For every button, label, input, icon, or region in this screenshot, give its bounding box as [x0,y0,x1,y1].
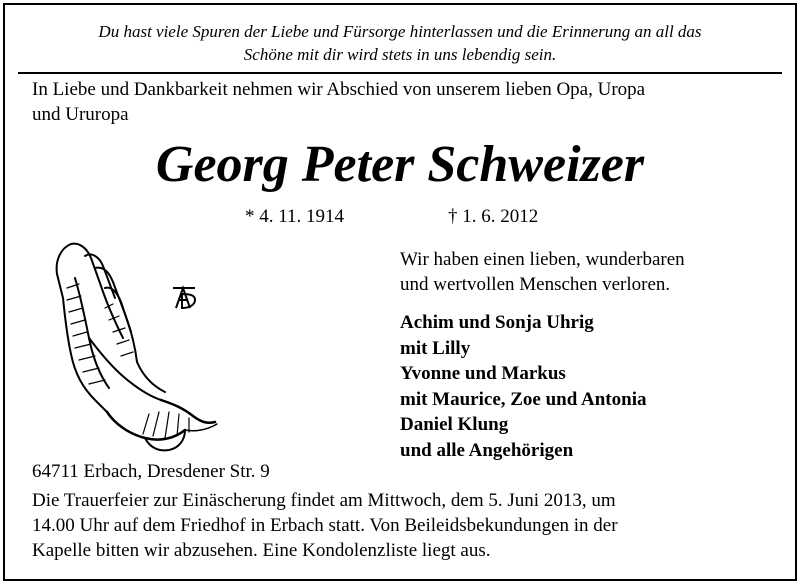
mourner-line: mit Lilly [400,337,471,359]
mourner-line: Daniel Klung [400,414,509,435]
intro-text [32,77,772,127]
mourners-list [400,310,646,463]
lost-statement [400,247,685,297]
ceremony-line-2: 14.00 Uhr auf dem Friedhof in Erbach statt. Von Beileidsbekundungen in der [32,515,618,536]
death-date: † 1. 6. 2012 [448,206,539,227]
mourner-line: und alle Angehörigen [400,439,574,461]
mourner-line: Yvonne und Markus [400,363,566,384]
memorial-quote [20,20,780,66]
intro-line-2: und Ururopa [32,104,129,125]
birth-date: * 4. 11. 1914 [245,206,345,227]
deceased-name: Georg Peter Schweizer [155,136,645,193]
lost-line-1: Wir haben einen lieben, wunderbaren [400,249,685,270]
mourner-line: Achim und Sonja Uhrig [400,312,594,333]
ceremony-notice [32,488,777,563]
lost-line-2: und wertvollen Menschen verloren. [400,274,671,295]
divider-rule [18,72,782,74]
ceremony-line-1: Die Trauerfeier zur Einäscherung findet am Mittwoch, dem 5. Juni 2013, um [32,490,616,511]
quote-line-2: Schöne mit dir wird stets in uns lebendig sein. [243,45,557,64]
quote-line-1: Du hast viele Spuren der Liebe und Fürsorge hinterlassen und die Erinnerung an all das [98,22,702,41]
praying-hands-icon [45,238,235,456]
address: 64711 Erbach, Dresdener Str. 9 [32,461,270,482]
ceremony-line-3: Kapelle bitten wir abzusehen. Eine Kondolenzliste liegt aus. [32,540,491,561]
mourner-line: mit Maurice, Zoe und Antonia [400,388,647,410]
intro-line-1: In Liebe und Dankbarkeit nehmen wir Abschied von unserem lieben Opa, Uropa [32,79,646,100]
